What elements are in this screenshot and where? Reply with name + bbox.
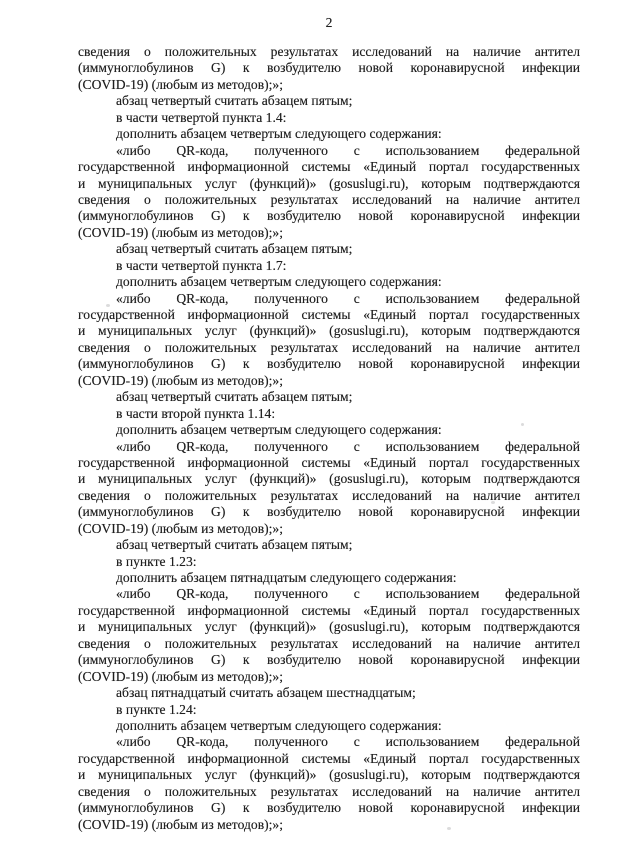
text-line: дополнить абзацем четвертым следующего содержания: <box>116 274 442 290</box>
text-line: в пункте 1.23: <box>116 553 197 569</box>
text-line: и муниципальных услуг (функций)» (gosuslugi.ru), которым подтверждаются <box>78 471 580 487</box>
text-line: абзац четвертый считать абзацем пятым; <box>116 93 353 109</box>
text-line: абзац пятнадцатый считать абзацем шестнадцатым; <box>116 685 416 701</box>
text-line: (иммуноглобулинов G) к возбудителю новой коронавирусной инфекции <box>78 504 580 520</box>
text-line: сведения о положительных результатах исследований на наличие антител <box>78 191 580 207</box>
text-line: «либо QR-кода, полученного с использованием федеральной <box>116 734 580 750</box>
text-line: абзац четвертый считать абзацем пятым; <box>116 241 353 257</box>
text-line: (COVID-19) (любым из методов);»; <box>78 668 283 684</box>
scan-speck <box>447 827 451 830</box>
text-line: государственной информационной системы «Единый портал государственных <box>78 750 580 766</box>
text-line: государственной информационной системы «Единый портал государственных <box>78 307 580 322</box>
text-line: «либо QR-кода, полученного с использованием федеральной <box>116 586 580 602</box>
text-line: в пункте 1.24: <box>116 701 197 717</box>
text-line: и муниципальных услуг (функций)» (gosuslugi.ru), которым подтверждаются <box>78 767 580 783</box>
scan-speck <box>521 423 524 426</box>
text-line: сведения о положительных результатах исследований на наличие антител <box>78 339 580 355</box>
text-line: (COVID-19) (любым из методов);»; <box>78 520 283 536</box>
text-line: (COVID-19) (любым из методов);»; <box>78 224 283 240</box>
text-line: государственной информационной системы «Единый портал государственных <box>78 454 580 470</box>
text-line: государственной информационной системы «Единый портал государственных <box>78 602 580 618</box>
scan-speck <box>491 501 495 504</box>
text-line: (иммуноглобулинов G) к возбудителю новой коронавирусной инфекции <box>78 800 580 816</box>
text-line: дополнить абзацем четвертым следующего содержания: <box>116 126 442 142</box>
text-line: (COVID-19) (любым из методов);»; <box>78 76 283 92</box>
text-line: «либо QR-кода, полученного с использованием федеральной <box>116 438 580 454</box>
text-line: «либо QR-кода, полученного с использованием федеральной <box>116 290 580 306</box>
text-line: «либо QR-кода, полученного с использованием федеральной <box>116 142 580 158</box>
text-line: сведения о положительных результатах исследований на наличие антител <box>78 44 580 59</box>
text-line: сведения о положительных результатах исследований на наличие антител <box>78 487 580 503</box>
text-line: абзац четвертый считать абзацем пятым; <box>116 389 353 405</box>
text-line: дополнить абзацем четвертым следующего содержания: <box>116 422 442 438</box>
text-line: (COVID-19) (любым из методов);»; <box>78 816 283 832</box>
text-line: дополнить абзацем четвертым следующего содержания: <box>116 717 442 733</box>
document-body <box>78 44 580 833</box>
text-line: (иммуноглобулинов G) к возбудителю новой коронавирусной инфекции <box>78 356 580 372</box>
text-line: и муниципальных услуг (функций)» (gosuslugi.ru), которым подтверждаются <box>78 619 580 635</box>
text-line: в части четвертой пункта 1.4: <box>116 109 287 125</box>
text-line: (иммуноглобулинов G) к возбудителю новой коронавирусной инфекции <box>78 652 580 668</box>
page-number: 2 <box>325 15 333 30</box>
text-line: абзац четвертый считать абзацем пятым; <box>116 537 353 553</box>
text-line: государственной информационной системы «Единый портал государственных <box>78 159 580 175</box>
text-line: в части четвертой пункта 1.7: <box>116 257 287 273</box>
text-line: и муниципальных услуг (функций)» (gosuslugi.ru), которым подтверждаются <box>78 323 580 339</box>
text-line: и муниципальных услуг (функций)» (gosuslugi.ru), которым подтверждаются <box>78 175 580 191</box>
text-line: сведения о положительных результатах исследований на наличие антител <box>78 783 580 799</box>
scan-speck <box>106 304 110 307</box>
text-line: (иммуноглобулинов G) к возбудителю новой коронавирусной инфекции <box>78 60 580 76</box>
text-line: (иммуноглобулинов G) к возбудителю новой коронавирусной инфекции <box>78 208 580 224</box>
text-line: (COVID-19) (любым из методов);»; <box>78 372 283 388</box>
text-line: дополнить абзацем пятнадцатым следующего содержания: <box>116 570 457 585</box>
text-line: сведения о положительных результатах исследований на наличие антител <box>78 635 580 651</box>
text-line: в части второй пункта 1.14: <box>116 405 276 421</box>
